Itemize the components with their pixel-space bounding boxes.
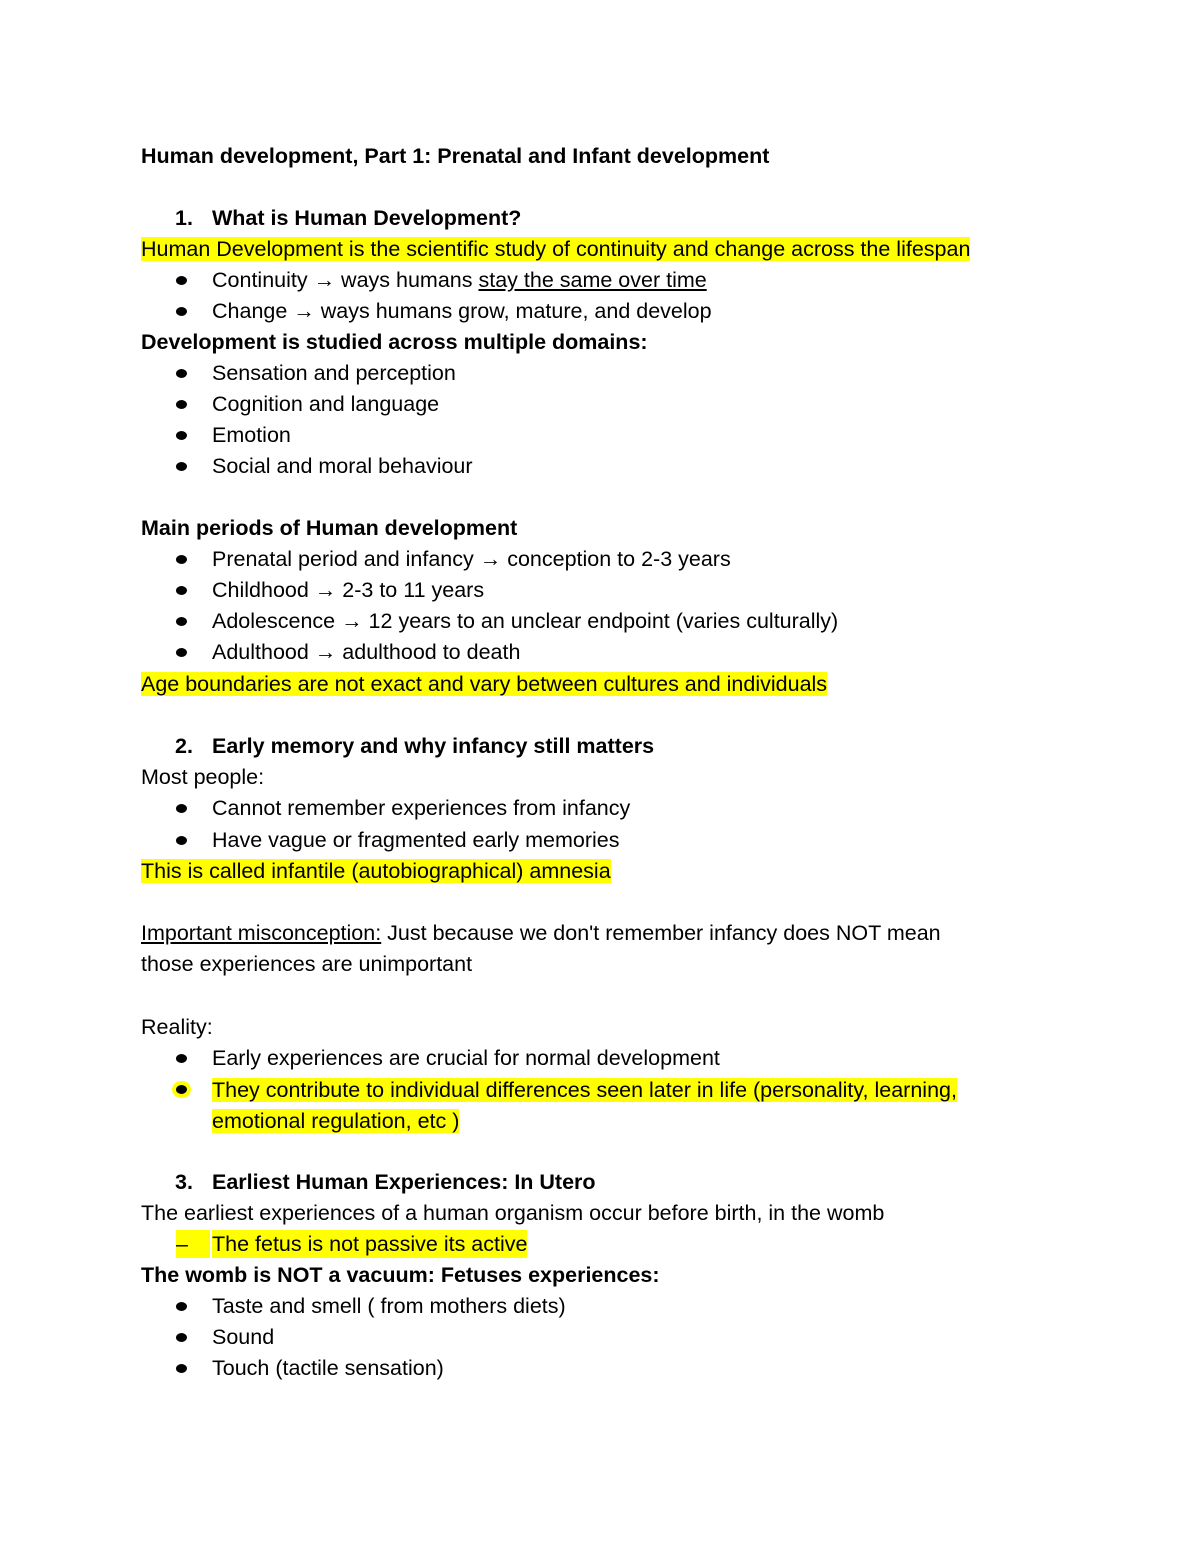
bullet-icon [176, 1364, 187, 1373]
bullet-icon [176, 462, 187, 471]
section-3-heading [175, 1168, 596, 1196]
bullet-icon [176, 836, 187, 845]
period-text: Adolescence → 12 years to an unclear endpoint (varies culturally) [212, 609, 839, 633]
section-heading-text: Early memory and why infancy still matters [212, 734, 655, 758]
bullet-icon [176, 369, 187, 378]
most-people-text: Most people: [141, 765, 265, 789]
amnesia-line [141, 857, 611, 885]
highlighted-definition: Human Development is the scientific study of continuity and change across the lifespan [141, 237, 971, 261]
womb-heading: The womb is NOT a vacuum: Fetuses experiences: [141, 1263, 660, 1287]
reality-text: Early experiences are crucial for normal development [212, 1046, 720, 1070]
domain-text: Sensation and perception [212, 361, 456, 385]
highlighted-fetus-text: The fetus is not passive its active [212, 1232, 528, 1256]
bullet-icon [176, 617, 187, 626]
highlighted-age-note: Age boundaries are not exact and vary between cultures and individuals [141, 672, 828, 696]
section-heading-text: Earliest Human Experiences: In Utero [212, 1170, 596, 1194]
reality-label: Reality: [141, 1015, 213, 1039]
dash-icon: – [176, 1230, 210, 1258]
section-number: 3. [175, 1170, 193, 1194]
bullet-icon [176, 586, 187, 595]
document-title: Human development, Part 1: Prenatal and Infant development [141, 144, 770, 168]
misconception-label: Important misconception: [141, 921, 382, 945]
bullet-icon [176, 400, 187, 409]
bullet-icon [176, 1054, 187, 1063]
period-text: Childhood → 2-3 to 11 years [212, 578, 485, 602]
section-1-heading [175, 204, 521, 232]
in-utero-intro: The earliest experiences of a human organism occur before birth, in the womb [141, 1201, 885, 1225]
bullet-icon [176, 1333, 187, 1342]
period-text: Adulthood → adulthood to death [212, 640, 521, 664]
section-number: 1. [175, 206, 193, 230]
memory-text: Cannot remember experiences from infancy [212, 796, 631, 820]
domains-heading: Development is studied across multiple domains: [141, 330, 648, 354]
age-note-line [141, 670, 827, 698]
highlighted-reality-text: They contribute to individual differences seen later in life (personality, learning, [212, 1078, 957, 1102]
bullet-icon [176, 804, 187, 813]
misconception-line [141, 919, 941, 947]
period-text: Prenatal period and infancy → conception to 2-3 years [212, 547, 731, 571]
bullet-icon [176, 307, 187, 316]
section-number: 2. [175, 734, 193, 758]
bullet-icon [176, 431, 187, 440]
memory-text: Have vague or fragmented early memories [212, 828, 620, 852]
definition-line [141, 235, 970, 263]
misconception-line-2: those experiences are unimportant [141, 952, 473, 976]
bullet-icon [176, 1302, 187, 1311]
domain-text: Social and moral behaviour [212, 454, 473, 478]
misconception-text: Just because we don't remember infancy does NOT mean [381, 921, 941, 945]
periods-heading: Main periods of Human development [141, 516, 518, 540]
experience-text: Sound [212, 1325, 275, 1349]
highlighted-reality-text-2: emotional regulation, etc ) [212, 1109, 460, 1133]
change-text: Change → ways humans grow, mature, and develop [212, 299, 712, 323]
domain-text: Cognition and language [212, 392, 440, 416]
domain-text: Emotion [212, 423, 291, 447]
bullet-icon [176, 555, 187, 564]
highlighted-amnesia: This is called infantile (autobiographical) amnesia [141, 859, 611, 883]
continuity-text: Continuity → ways humans [212, 268, 479, 292]
section-heading-text: What is Human Development? [212, 206, 522, 230]
underlined-text: stay the same over time [478, 268, 707, 292]
bullet-icon [176, 276, 187, 285]
experience-text: Touch (tactile sensation) [212, 1356, 444, 1380]
bullet-icon [176, 648, 187, 657]
experience-text: Taste and smell ( from mothers diets) [212, 1294, 566, 1318]
bullet-icon [176, 1085, 187, 1094]
section-2-heading [175, 732, 654, 760]
